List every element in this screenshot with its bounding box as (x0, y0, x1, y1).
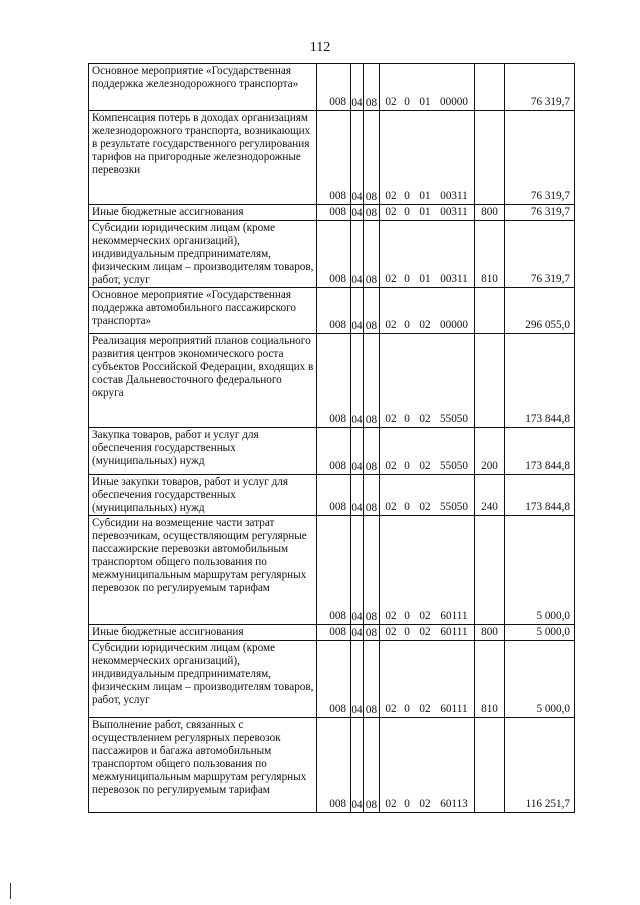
direction-code: 60111 (440, 610, 468, 622)
amount-value: 76 319,7 (505, 221, 575, 288)
subsection-code: 08 (364, 205, 380, 221)
measure-code: 02 (419, 319, 431, 331)
section-code: 04 (351, 428, 364, 475)
amount-value: 76 319,7 (505, 205, 575, 221)
subsection-code: 08 (364, 718, 380, 813)
budget-table (88, 63, 575, 813)
program-code: 02 (385, 798, 397, 810)
direction-code: 55050 (440, 460, 468, 472)
direction-code: 60111 (440, 626, 468, 638)
subsection-code: 08 (364, 111, 380, 205)
row-name: Основное мероприятие «Государственная поддержка железнодорожного транспорта» (89, 64, 317, 111)
section-code: 04 (351, 516, 364, 625)
subsection-code: 08 (364, 428, 380, 475)
subprogram-code: 0 (404, 96, 410, 108)
table-row (89, 288, 575, 334)
subsection-code: 08 (364, 334, 380, 428)
section-code: 04 (351, 334, 364, 428)
expense-type-code: 240 (475, 475, 505, 516)
table-row (89, 64, 575, 111)
row-name: Субсидии на возмещение части затрат перевозчикам, осуществляющим регулярные пассажирские перевозки автомобильным транспортом общего пользования по межмуниципальным маршрутам регулярных перевозок по регулируемым тарифам (89, 516, 317, 625)
section-code: 04 (351, 718, 364, 813)
amount-value: 76 319,7 (505, 64, 575, 111)
expense-type-code (475, 64, 505, 111)
table-row (89, 205, 575, 221)
ministry-code: 008 (317, 718, 351, 813)
target-article-code (380, 516, 475, 625)
amount-value: 296 055,0 (505, 288, 575, 334)
section-code: 04 (351, 625, 364, 641)
direction-code: 55050 (440, 501, 468, 513)
measure-code: 01 (419, 273, 431, 285)
table-row (89, 428, 575, 475)
expense-type-code (475, 334, 505, 428)
table-row (89, 625, 575, 641)
table-row (89, 334, 575, 428)
ministry-code: 008 (317, 516, 351, 625)
ministry-code: 008 (317, 111, 351, 205)
subsection-code: 08 (364, 475, 380, 516)
row-name: Основное мероприятие «Государственная поддержка автомобильного пассажирского транспорта» (89, 288, 317, 334)
program-code: 02 (385, 273, 397, 285)
table-row (89, 516, 575, 625)
amount-value: 5 000,0 (505, 516, 575, 625)
direction-code: 00000 (440, 319, 468, 331)
ministry-code: 008 (317, 334, 351, 428)
subprogram-code: 0 (404, 703, 410, 715)
table-row (89, 718, 575, 813)
program-code: 02 (385, 501, 397, 513)
amount-value: 173 844,8 (505, 334, 575, 428)
subsection-code: 08 (364, 641, 380, 718)
measure-code: 02 (419, 501, 431, 513)
measure-code: 01 (419, 190, 431, 202)
program-code: 02 (385, 626, 397, 638)
target-article-code (380, 334, 475, 428)
target-article-code (380, 641, 475, 718)
expense-type-code: 810 (475, 641, 505, 718)
subprogram-code: 0 (404, 206, 410, 218)
subsection-code: 08 (364, 625, 380, 641)
amount-value: 5 000,0 (505, 625, 575, 641)
table-row (89, 641, 575, 718)
amount-value: 173 844,8 (505, 475, 575, 516)
program-code: 02 (385, 206, 397, 218)
target-article-code (380, 111, 475, 205)
program-code: 02 (385, 413, 397, 425)
direction-code: 55050 (440, 413, 468, 425)
program-code: 02 (385, 703, 397, 715)
row-name: Иные закупки товаров, работ и услуг для обеспечения государственных (муниципальных) нужд (89, 475, 317, 516)
target-article-code (380, 625, 475, 641)
subsection-code: 08 (364, 288, 380, 334)
section-code: 04 (351, 111, 364, 205)
row-name: Выполнение работ, связанных с осуществлением регулярных перевозок пассажиров и багажа автомобильным транспортом общего пользования по межмуниципальным маршрутам регулярных перевозок по регулируемым тарифам (89, 718, 317, 813)
table-row (89, 475, 575, 516)
subprogram-code: 0 (404, 798, 410, 810)
amount-value: 116 251,7 (505, 718, 575, 813)
ministry-code: 008 (317, 288, 351, 334)
subsection-code: 08 (364, 221, 380, 288)
page-number: 112 (309, 40, 331, 55)
expense-type-code (475, 111, 505, 205)
measure-code: 02 (419, 798, 431, 810)
target-article-code (380, 205, 475, 221)
ministry-code: 008 (317, 641, 351, 718)
target-article-code (380, 428, 475, 475)
row-name: Иные бюджетные ассигнования (89, 625, 317, 641)
target-article-code (380, 221, 475, 288)
section-code: 04 (351, 641, 364, 718)
row-name: Компенсация потерь в доходах организациям железнодорожного транспорта, возникающих в результате государственного регулирования тарифов на пригородные железнодорожные перевозки (89, 111, 317, 205)
scan-edge-mark (10, 883, 11, 899)
ministry-code: 008 (317, 205, 351, 221)
ministry-code: 008 (317, 64, 351, 111)
row-name: Реализация мероприятий планов социального развития центров экономического роста субъектов Российской Федерации, входящих в состав Дальневосточного федерального округа (89, 334, 317, 428)
direction-code: 00311 (440, 190, 468, 202)
measure-code: 02 (419, 626, 431, 638)
target-article-code (380, 288, 475, 334)
expense-type-code (475, 516, 505, 625)
target-article-code (380, 475, 475, 516)
subprogram-code: 0 (404, 626, 410, 638)
amount-value: 76 319,7 (505, 111, 575, 205)
subprogram-code: 0 (404, 460, 410, 472)
measure-code: 02 (419, 703, 431, 715)
program-code: 02 (385, 610, 397, 622)
subprogram-code: 0 (404, 413, 410, 425)
table-row (89, 111, 575, 205)
ministry-code: 008 (317, 428, 351, 475)
amount-value: 5 000,0 (505, 641, 575, 718)
row-name: Закупка товаров, работ и услуг для обеспечения государственных (муниципальных) нужд (89, 428, 317, 475)
program-code: 02 (385, 460, 397, 472)
direction-code: 60113 (440, 798, 468, 810)
program-code: 02 (385, 190, 397, 202)
expense-type-code (475, 288, 505, 334)
subsection-code: 08 (364, 516, 380, 625)
row-name: Субсидии юридическим лицам (кроме некоммерческих организаций), индивидуальным предпринимателям, физическим лицам – производителям товаров, работ, услуг (89, 221, 317, 288)
measure-code: 01 (419, 206, 431, 218)
target-article-code (380, 64, 475, 111)
ministry-code: 008 (317, 625, 351, 641)
expense-type-code: 200 (475, 428, 505, 475)
ministry-code: 008 (317, 221, 351, 288)
amount-value: 173 844,8 (505, 428, 575, 475)
subsection-code: 08 (364, 64, 380, 111)
ministry-code: 008 (317, 475, 351, 516)
direction-code: 00311 (440, 273, 468, 285)
target-article-code (380, 718, 475, 813)
expense-type-code (475, 718, 505, 813)
expense-type-code: 810 (475, 221, 505, 288)
expense-type-code: 800 (475, 205, 505, 221)
table-row (89, 221, 575, 288)
section-code: 04 (351, 288, 364, 334)
section-code: 04 (351, 64, 364, 111)
subprogram-code: 0 (404, 610, 410, 622)
row-name: Субсидии юридическим лицам (кроме некоммерческих организаций), индивидуальным предпринимателям, физическим лицам – производителям товаров, работ, услуг (89, 641, 317, 718)
direction-code: 00000 (440, 96, 468, 108)
subprogram-code: 0 (404, 273, 410, 285)
direction-code: 60111 (440, 703, 468, 715)
section-code: 04 (351, 205, 364, 221)
direction-code: 00311 (440, 206, 468, 218)
subprogram-code: 0 (404, 319, 410, 331)
expense-type-code: 800 (475, 625, 505, 641)
row-name: Иные бюджетные ассигнования (89, 205, 317, 221)
section-code: 04 (351, 475, 364, 516)
subprogram-code: 0 (404, 501, 410, 513)
measure-code: 02 (419, 610, 431, 622)
measure-code: 02 (419, 413, 431, 425)
program-code: 02 (385, 96, 397, 108)
measure-code: 01 (419, 96, 431, 108)
program-code: 02 (385, 319, 397, 331)
subprogram-code: 0 (404, 190, 410, 202)
section-code: 04 (351, 221, 364, 288)
measure-code: 02 (419, 460, 431, 472)
